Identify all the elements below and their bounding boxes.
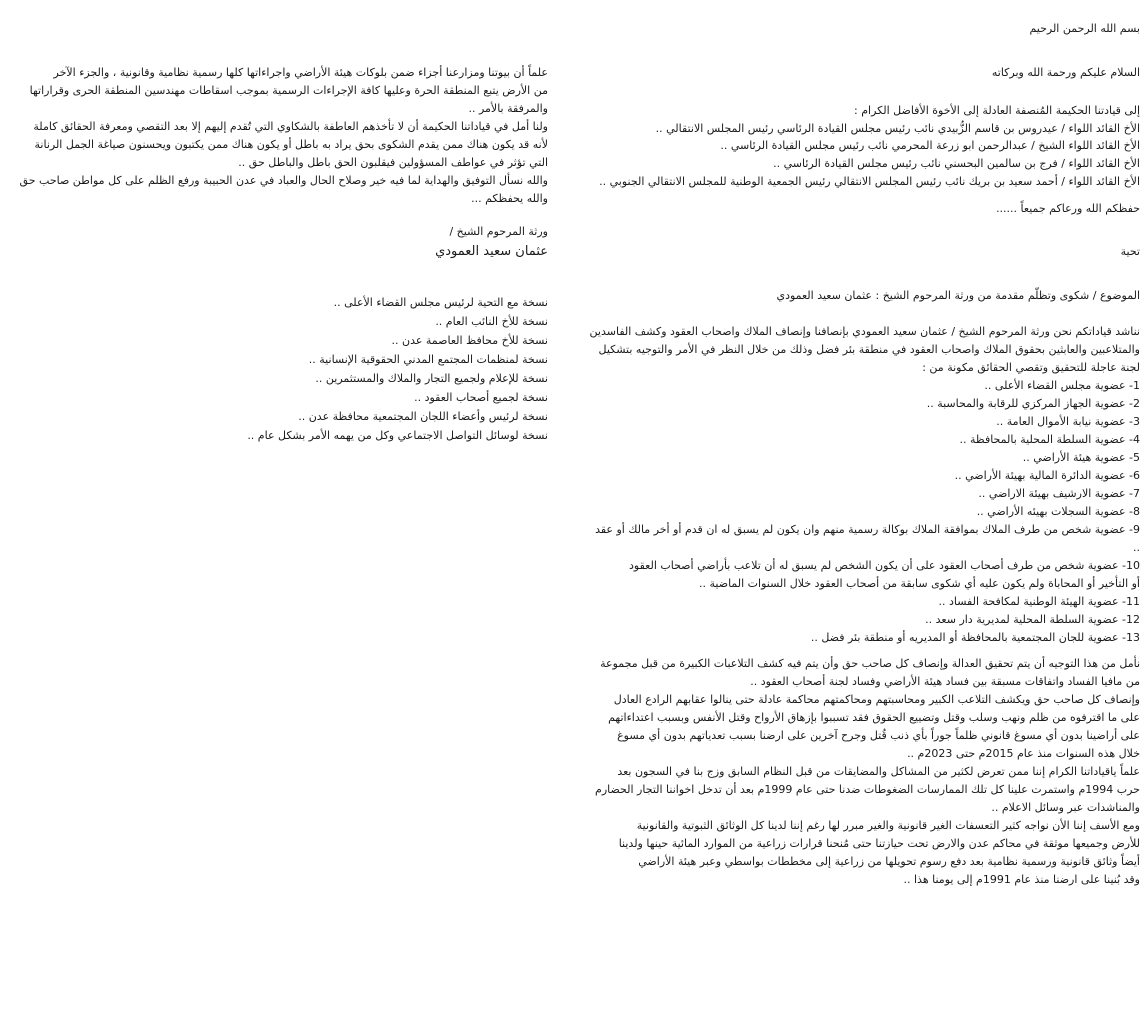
committee-item: 12- عضوية السلطة المحلية لمديرية دار سعد .. (925, 613, 1140, 626)
greeting: السلام عليكم ورحمة الله وبركاته (991, 66, 1140, 79)
body-line: والمناشدات عبر وسائل الاعلام .. (991, 801, 1140, 814)
committee-item: 8- عضوية السجلات بهيئه الأراضي .. (976, 505, 1140, 518)
copy-to-item: نسخة للأخ النائب العام .. (435, 315, 548, 328)
body-line: على ما اقترفوه من ظلم ونهب وسلب وقتل وتضييع الحقوق فقد تسببوا بإزهاق الأرواح وقتل الأنفس وبسبب اعتداءاتهم (608, 711, 1140, 724)
committee-item-continued: .. (1133, 541, 1140, 554)
recipient-line: الأخ القائد اللواء / فرج بن سالمين البحسني نائب رئيس مجلس القيادة الرئاسي .. (773, 157, 1140, 170)
copy-to-item: نسخة لمنظمات المجتمع المدني الحقوقية الإنسانية .. (308, 353, 548, 366)
committee-item: 11- عضوية الهيئة الوطنية لمكافحة الفساد .. (938, 595, 1140, 608)
left-page (0, 0, 548, 1025)
committee-item: 3- عضوية نيابة الأموال العامة .. (996, 415, 1140, 428)
body-line: لجنة عاجلة للتحقيق وتقصي الحقائق مكونة من : (922, 361, 1140, 374)
copy-to-item: نسخة للأخ محافظ العاصمة عدن .. (391, 334, 548, 347)
committee-item: 7- عضوية الارشيف بهيئة الاراضي .. (978, 487, 1140, 500)
right-page (545, 0, 1140, 1025)
copy-to-item: نسخة لرئيس وأعضاء اللجان المجتمعية محافظة عدن .. (298, 410, 548, 423)
body-line: على أراضينا بدون أي مسوغ قانوني ظلماً جوراً بأي ذنب قُتل وجرح آخرين على ارضنا بسبب تعدياتهم بدون أي مسوغ (617, 729, 1140, 742)
committee-item: 2- عضوية الجهاز المركزي للرقابة والمحاسبة .. (926, 397, 1140, 410)
blessing: حفظكم الله ورعاكم جميعاً ...... (996, 202, 1140, 215)
body-line: خلال هذه السنوات منذ عام 2015م حتى 2023م .. (907, 747, 1140, 760)
body-line: من مافيا الفساد واتفاقات مسبقة بين فساد هيئة الأراضي وفساد لجنة أصحاب العقود .. (750, 675, 1140, 688)
body-line: حرب 1994م واستمرت علينا كل تلك الممارسات الضغوطات ضدنا حتى عام 1999م بعد أن تدخل اخواننا التجار الحضارم (595, 783, 1140, 796)
basmala: بسم الله الرحمن الرحيم (1029, 22, 1140, 35)
salutation: تحية (1120, 245, 1140, 258)
body-line: التي تؤثر في عواطف المسؤولين فيقلبون الحق باطل والباطل حق .. (238, 156, 548, 169)
body-line: والله نسأل التوفيق والهداية لما فيه خير وصلاح الحال والعباد في عدن الحبيبة ورفع الظلم على كل مواطن صاحب حق (19, 174, 548, 187)
copy-to-item: نسخة للإعلام ولجميع التجار والملاك والمستثمرين .. (315, 372, 548, 385)
body-line: أيضاً وثائق قانونية ورسمية نظامية بعد دفع رسوم تحويلها من زراعية إلى مخططات بواسطي وعبر هيئة الأراضي (638, 855, 1140, 868)
copy-to-item: نسخة لوسائل التواصل الاجتماعي وكل من يهمه الأمر بشكل عام .. (247, 429, 548, 442)
body-line: ومع الأسف إننا الأن نواجه كثير التعسفات الغير قانونية والغير مبرر لها رغم إننا لدينا كل الوثائق الثبوتية والقانونية (636, 819, 1140, 832)
body-line: وإنصاف كل صاحب حق ويكشف التلاعب الكبير ومحاسبتهم ومحاكمتهم محاكمة عادلة حتى ينالوا عقابهم الرادع العادل (613, 693, 1140, 706)
closing: والله يحفظكم ... (471, 192, 548, 205)
signature-title: ورثة المرحوم الشيخ / (449, 225, 548, 238)
body-line: والمتلاعبين والعابثين بحقوق الملاك واصحاب العقود في منطقة بئر فضل وذلك من خلال النظر في الأمر والتوجيه بتشكيل (598, 343, 1140, 356)
committee-item: 1- عضوية مجلس القضاء الأعلى .. (984, 379, 1140, 392)
body-line: من الأرض يتبع المنطقة الحرة وعليها كافة الإجراءات الرسمية بموجب اسقاطات مهندسين المنطقة الحرى وقراراتها (29, 84, 548, 97)
body-line: علماً ياقياداتنا الكرام إننا ممن تعرض لكثير من المشاكل والمضايقات من قبل النظام السابق وزج بنا في السجون بعد (617, 765, 1140, 778)
body-line: للأرض وجميعها موثقة في محاكم عدن والارض تحت حيازتنا حتى مُنحنا قرارات زراعية من الموارد المائية حينها ولدينا (618, 837, 1140, 850)
committee-item-continued: أو التأخير أو المحاباة ولم يكون عليه أي شكوى سابقة من أصحاب العقود خلال السنوات الماضية .. (699, 577, 1140, 590)
committee-item: 10- عضوية شخص من طرف أصحاب العقود على أن يكون الشخص لم يسبق له أن تلاعب بأراضي أصحاب العقود (629, 559, 1140, 572)
committee-item: 13- عضوية للجان المجتمعية بالمحافظة أو المديريه أو منطقة بئر فضل .. (810, 631, 1140, 644)
signature-name: عثمان سعيد العمودي (435, 244, 548, 259)
body-line: ولنا أمل في قياداتنا الحكيمة أن لا تأخذهم العاطفة بالشكاوي التي تُقدم إليهم إلا بعد التقصي ومعرفة الحقائق كاملة (33, 120, 548, 133)
body-line: نأمل من هذا التوجيه أن يتم تحقيق العدالة وإنصاف كل صاحب حق وأن يتم فيه كشف التلاعبات الكبيرة من قبل مجموعة (600, 657, 1140, 670)
committee-item: 5- عضوية هيئة الأراضي .. (1022, 451, 1140, 464)
copy-to-item: نسخة مع التحية لرئيس مجلس القضاء الأعلى .. (333, 296, 548, 309)
copy-to-item: نسخة لجميع أصحاب العقود .. (414, 391, 548, 404)
committee-item: 9- عضوية شخص من طرف الملاك بموافقة الملاك بوكالة رسمية منهم وان يكون لم يسبق له ان قدم أو أخر مالك أو عقد (595, 523, 1140, 536)
committee-item: 4- عضوية السلطة المحلية بالمحافظة .. (959, 433, 1140, 446)
recipient-line: الأخ القائد اللواء / عيدروس بن قاسم الزُّبيدي نائب رئيس مجلس القيادة الرئاسي رئيس المجلس الانتقالي .. (655, 122, 1140, 135)
body-line: وقد بُنينا على ارضنا منذ عام 1991م إلى يومنا هذا .. (903, 873, 1140, 886)
recipients-intro: إلى قيادتنا الحكيمة المُنصفة العادلة إلى الأخوة الأفاضل الكرام : (854, 104, 1140, 117)
subject-line: الموضوع / شكوى وتظلّم مقدمة من ورثة المرحوم الشيخ : عثمان سعيد العمودي (776, 289, 1140, 302)
body-line: علماً أن بيوتنا ومزارعنا أجزاء ضمن بلوكات هيئة الأراضي واجراءاتها كلها رسمية نظامية وقانونية ، والجزء الآخر (53, 66, 548, 79)
committee-item: 6- عضوية الدائرة المالية بهيئة الأراضي .. (954, 469, 1140, 482)
recipient-line: الأخ القائد اللواء الشيخ / عبدالرحمن ابو زرعة المحرمي نائب رئيس مجلس القيادة الرئاسي .. (720, 139, 1140, 152)
body-line: لأنه قد يكون هناك ممن يقدم الشكوى بحق يراد به باطل أو يكون هناك ممن يكتبون ويحسنون صياغة الجمل الرنانة (34, 138, 548, 151)
body-line: والمرفقة بالأمر .. (468, 102, 548, 115)
recipient-line: الأخ القائد اللواء / أحمد سعيد بن بريك نائب رئيس المجلس الانتقالي رئيس الجمعية الوطنية للمجلس الانتقالي الجنوبي .. (599, 175, 1140, 188)
body-line: نناشد قياداتكم نحن ورثة المرحوم الشيخ / عثمان سعيد العمودي بإنصافنا وإنصاف الملاك واصحاب العقود وكشف الفاسدين (589, 325, 1140, 338)
